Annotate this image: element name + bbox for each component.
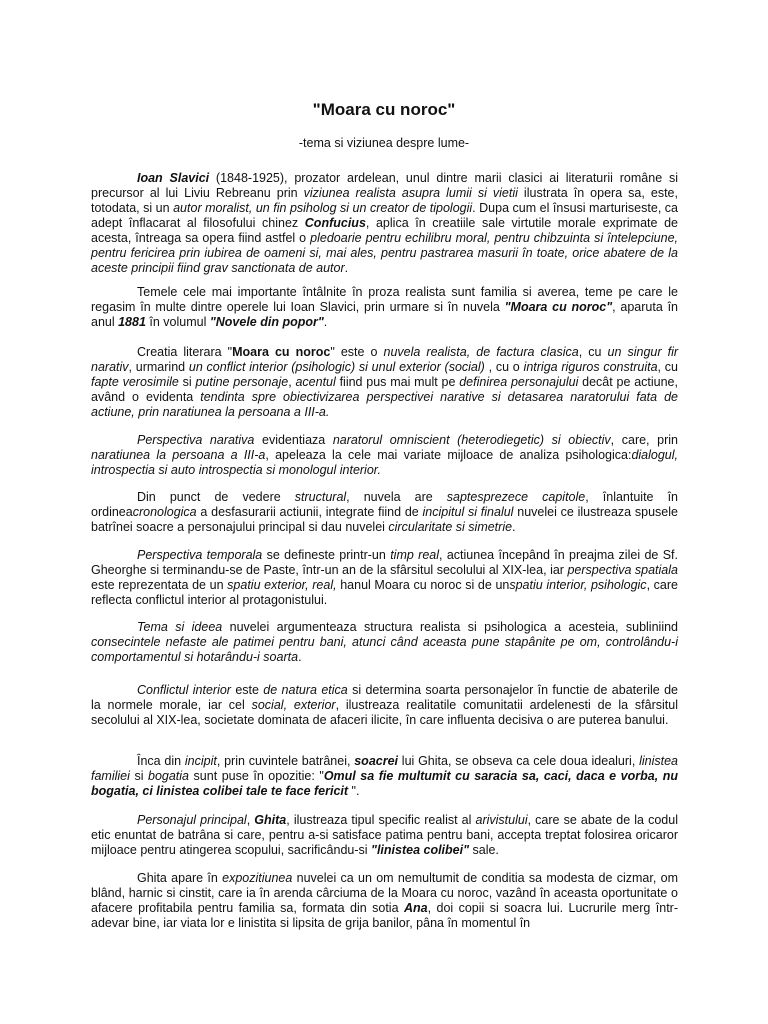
text-run: bogatia (148, 769, 190, 783)
text-run: nuvelei ca un om nemultumit de conditia sa modesta de cizmar, om blând, harnic si cinstit, care ia în arenda cârciuma de la Moara cu noroc, vazând în aceasta oportunitate o afacere profitabila pentru familia sa, formata din sotia (91, 871, 678, 915)
paragraph-structure (91, 490, 678, 535)
text-run: Omul sa fie multumit cu saracia sa, caci, daca e vorba, nu bogatia, ci linistea colibei tale te face fericit (91, 769, 678, 798)
text-run: , cu (578, 345, 608, 359)
text-run: , înlantuite în ordinea (91, 490, 679, 519)
text-run: , prin cuvintele batrânei, (216, 754, 355, 768)
text-run: Temele cele mai importante întâlnite în proza realista sunt familia si averea, teme pe care le regasim în multe dintre operele lui Ioan Slavici, prin urmare si în nuvela (91, 285, 678, 314)
text-run: . (344, 261, 349, 275)
text-run: expozitiunea (222, 871, 293, 885)
text-run: , actiunea începând în preajma zilei de Sf. Gheorghe si terminandu-se de Paste, într-un an de la sfârsitul secolului al XIX-lea, iar (91, 548, 678, 577)
text-run: incipit (184, 754, 217, 768)
text-run: Ana (403, 901, 428, 915)
text-run: autor moralist, un fin psiholog si un creator de tipologii (173, 201, 473, 215)
text-run: " este o (330, 345, 384, 359)
text-run: saptesprezece capitole (446, 490, 586, 504)
text-run: în volumul (145, 315, 210, 329)
text-run: Tema si ideea (137, 620, 223, 634)
text-run: structural (294, 490, 347, 504)
paragraph-time-space (91, 548, 678, 608)
text-run: , (246, 813, 255, 827)
text-run: spatiu interior, psihologic (509, 578, 647, 592)
text-run: circularitate si simetrie (388, 520, 513, 534)
text-run: fapte verosimile (91, 375, 179, 389)
text-run: Creatia literara " (137, 345, 233, 359)
text-run: evidentiaza (254, 433, 333, 447)
text-run: . Dupa cum el însusi marturiseste, ca adept înflacarat al filosofului chinez (91, 201, 678, 230)
text-run: sale. (469, 843, 499, 857)
text-run: Conflictul interior (137, 683, 231, 697)
text-run: , doi copii si soacra lui. Lucrurile merg într-adevar bine, iar viata lor e linistita si lipsita de grija banilor, pâna în momentul în (91, 901, 678, 930)
text-run: nuvelei argumenteaza structura realista si psihologica a acesteia, subliniind (222, 620, 678, 634)
text-run: sunt puse în opozitie: " (189, 769, 324, 783)
text-run: social, exterior (251, 698, 336, 712)
text-run: Înca din (137, 754, 185, 768)
text-run: intriga riguros construita (523, 360, 658, 374)
text-run: si (129, 769, 148, 783)
text-run: Confucius (304, 216, 366, 230)
text-run: Moara cu noroc (232, 345, 331, 359)
text-run: consecintele nefaste ale patimei pentru bani, atunci când aceasta pune stapânite pe om, controlându-i comportamentul si hotarându-i soarta (91, 635, 678, 664)
text-run: Din punct de vedere (137, 490, 295, 504)
text-run: "Moara cu noroc" (504, 300, 613, 314)
text-run: , care, prin (610, 433, 678, 447)
text-run: . (512, 520, 516, 534)
text-run: naratiunea la persoana a III-a (91, 448, 266, 462)
text-run: soacrei (354, 754, 399, 768)
text-run: incipitul si finalul (422, 505, 514, 519)
text-run: definirea personajului (459, 375, 579, 389)
text-run: , care reflecta conflictul interior al protagonistului. (91, 578, 678, 607)
paragraph-incipit (91, 754, 678, 799)
text-run: , cu (657, 360, 678, 374)
text-run: si (178, 375, 196, 389)
document-subtitle: -tema si viziunea despre lume- (298, 136, 470, 150)
text-run: hanul Moara cu noroc si de un (336, 578, 510, 592)
text-run: acentul (295, 375, 336, 389)
text-run: putine personaje (195, 375, 289, 389)
text-run: perspectiva spatiala (567, 563, 678, 577)
text-run: Ioan Slavici (137, 171, 210, 185)
paragraph-exposition (91, 871, 678, 931)
text-run: Perspectiva narativa (137, 433, 255, 447)
text-run: , nuvela are (346, 490, 447, 504)
text-run: nuvelei ce ilustreaza spusele batrînei soacre a personajului principal si dau nuvelei (91, 505, 678, 534)
text-run: , cu o (484, 360, 524, 374)
text-run: "Novele din popor" (209, 315, 324, 329)
text-run: un singur fir narativ (91, 345, 679, 374)
text-run: si determina soarta personajelor în functie de abaterile de la normele morale, iar cel (91, 683, 679, 712)
text-run: Ghita (254, 813, 287, 827)
text-run: , (288, 375, 296, 389)
paragraph-narrative (91, 433, 678, 478)
text-run: este (230, 683, 264, 697)
text-run: "linistea colibei" (371, 843, 470, 857)
text-run: , aparuta în anul (91, 300, 678, 329)
text-run: a desfasurarii actiunii, integrate fiind de (196, 505, 423, 519)
text-run: de natura etica (263, 683, 348, 697)
text-run: . (298, 650, 302, 664)
text-run: decât pe actiune, având o evidenta (91, 375, 678, 404)
paragraph-conflict (91, 683, 678, 728)
paragraph-intro (91, 171, 678, 276)
paragraph-themes (91, 285, 678, 330)
text-run: lui Ghita, se obseva ca cele doua idealuri, (398, 754, 640, 768)
paragraph-protagonist (91, 813, 678, 858)
text-run: (1848-1925), prozator ardelean, unul dintre marii clasici ai literaturii române si precursor al lui Liviu Rebreanu prin (91, 171, 678, 200)
text-run: , ilustreaza tipul specific realist al (286, 813, 476, 827)
text-run: arivistului (475, 813, 528, 827)
text-run: 1881 (118, 315, 146, 329)
text-run: ". (348, 784, 360, 798)
text-run: cronologica (132, 505, 197, 519)
text-run: nuvela realista, de factura clasica (383, 345, 579, 359)
text-run: , care se abate de la codul etic enuntat de batrâna si care, pentru a-si satisface patima pentru bani, accepta treptat folosirea oricaror mijloace pentru atingerea scopului, sacrificându-si (91, 813, 678, 857)
text-run: , aplica în creatiile sale virtutile morale exprimate de acesta, întreaga sa opera fiind astfel o (91, 216, 678, 245)
text-run: tendinta spre obiectivizarea perspectivei narative si detasarea naratorului fata de actiune, prin naratiunea la persoana a III-a. (91, 390, 678, 419)
text-run: fiind pus mai mult pe (335, 375, 460, 389)
text-run: linistea familiei (91, 754, 678, 783)
text-run: , ilustreaza realitatile comunitatii ardelenesti de la sfârsitul secolului al XIX-lea, societate dominata de afaceri ilicite, în care influenta decisiva o are puterea banului. (91, 698, 678, 727)
text-run: , apeleaza la cele mai variate mijloace de analiza psihologica: (265, 448, 632, 462)
text-run: dialogul, introspectia si auto introspectia si monologul interior. (91, 448, 679, 477)
text-run: se defineste printr-un (262, 548, 391, 562)
text-run: este reprezentata de un (91, 578, 228, 592)
text-run: Personajul principal (137, 813, 247, 827)
text-run: un conflict interior (psihologic) si unul exterior (social) (188, 360, 485, 374)
text-run: naratorul omniscient (heterodiegetic) si obiectiv (332, 433, 611, 447)
text-run: spatiu exterior, real, (227, 578, 337, 592)
text-run: , urmarind (128, 360, 189, 374)
text-run: Perspectiva temporala (137, 548, 263, 562)
paragraph-theme-idea (91, 620, 678, 665)
text-run: timp real (390, 548, 440, 562)
document-title: "Moara cu noroc" (312, 100, 456, 119)
text-run: viziunea realista asupra lumii si vietii (303, 186, 518, 200)
text-run: . (323, 315, 328, 329)
paragraph-genre (91, 345, 678, 420)
text-run: Ghita apare în (137, 871, 223, 885)
text-run: pledoarie pentru echilibru moral, pentru chibzuinta si întelepciune, pentru fericirea prin iubirea de oameni si, mai ales, pentru pastrarea masurii în toate, orice abatere de la aceste principii fiind grav sanctionata de autor (91, 231, 678, 275)
text-run: ilustrata în opera sa, este, totodata, si un (91, 186, 678, 215)
